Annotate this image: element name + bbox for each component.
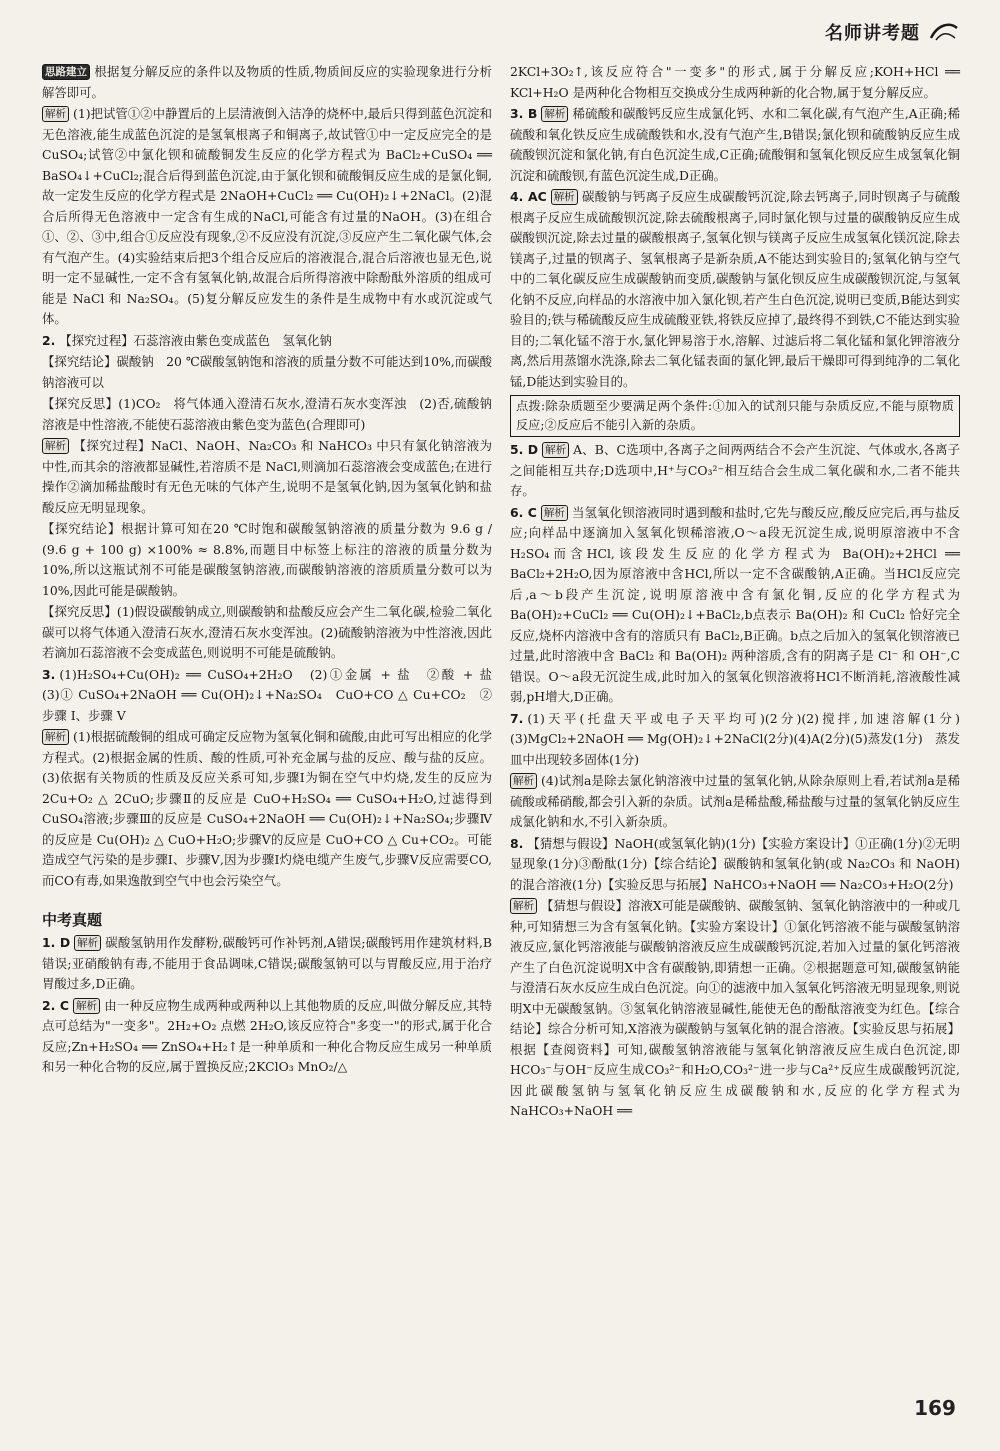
left-column [42,62,505,1411]
question-number: 2. [42,332,56,348]
paragraph-text: 【猜想与假设】溶液X可能是碳酸钠、碳酸氢钠、氢氧化钠溶液中的一种或几种,可知猜想三为含有氢氧化钠。【实验方案设计】①氯化钙溶液不能与碳酸氢钠溶液反应,氯化钙溶液能与碳酸钠溶液反应生成碳酸钙沉淀,若加入过量的氯化钙溶液产生了白色沉淀说明X中含有碳酸钠,即猜想一正确。②根据题意可知,碳酸氢钠能与澄清石灰水反应生成白色沉淀。向①的滤液中加入氢氧化钙溶液无明显现象,则说明X中无碳酸氢钠。③氢氧化钠溶液显碱性,能使无色的酚酞溶液变为红色。【综合结论】综合分析可知,X溶液为碳酸钠与氢氧化钠的混合溶液。【实验反思与拓展】根据【查阅资料】可知,碳酸氢钠溶液能与氢氧化钠溶液反应生成白色沉淀,即HCO₃⁻与OH⁻反应生成CO₃²⁻和H₂O,CO₃²⁻进一步与Ca²⁺反应生成碳酸钙沉淀,因此碳酸氢钠与氢氧化钠反应生成碳酸钠和水,反应的化学方程式为 NaHCO₃+NaOH ══ [510,898,961,1118]
question-number: 7. [510,710,524,726]
paragraph-text: 碳酸氢钠用作发酵粉,碳酸钙可作补钙剂,A错误;碳酸钙用作建筑材料,B错误;亚硝酸钠有毒,不能用于食品调味,C错误;碳酸氢钠可以与胃酸反应,用于治疗胃酸过多,D正确。 [42,935,492,991]
paragraph-text: (1)根据硫酸铜的组成可确定反应物为氢氧化铜和硫酸,由此可写出相应的化学方程式。(2)根据金属的性质、酸的性质,可补充金属与盐的反应、酸与盐的反应。(3)依据有关物质的性质及反应关系可知,步骤Ⅰ为铜在空气中灼烧,发生的反应为 2Cu+O₂ △ 2CuO;步骤Ⅱ的反应是 CuO+H₂SO₄ ══ CuSO₄+H₂O,过滤得到CuSO₄溶液;步骤Ⅲ的反应是 CuSO₄+2NaOH ══ Cu(OH)₂↓+Na₂SO₄;步骤Ⅳ的反应是 Cu(OH)₂ △ CuO+H₂O;步骤Ⅴ的反应是 CuO+CO △ Cu+CO₂。可能造成空气污染的是步骤Ⅰ、步骤Ⅴ,因为步骤Ⅰ灼烧电缆产生废气,步骤Ⅴ反应需要CO,而CO有毒,如果逸散到空气中也会污染空气。 [42,729,492,888]
paragraph [42,62,492,103]
paragraph-text: 2KCl+3O₂↑,该反应符合"一变多"的形式,属于分解反应;KOH+HCl ══ KCl+H₂O 是两种化合物相互交换成分生成两种新的化合物,属于复分解反应。 [510,64,960,100]
paragraph [42,104,492,330]
section-title: 中考真题 [42,911,103,929]
paragraph [42,727,492,891]
paragraph [510,503,960,708]
label-tag: 解析 [42,106,69,122]
tip-box: 点拨:除杂质题至少要满足两个条件:①加入的试剂只能与杂质反应,不能与原物质反应;②反应后不能引入新的杂质。 [510,395,960,437]
paragraph-text: 【探究反思】(1)假设碳酸钠成立,则碳酸钠和盐酸反应会产生二氧化碳,检验二氧化碳可以将气体通入澄清石灰水,澄清石灰水变浑浊。(2)硫酸钠溶液为中性溶液,因此若滴加石蕊溶液不会变成蓝色,则说明不可能是硫酸钠。 [42,604,492,660]
question-number: 1. D [42,935,71,950]
paragraph-text: 当氢氧化钡溶液同时遇到酸和盐时,它先与酸反应,酸反应完后,再与盐反应;向样品中逐滴加入氢氧化钡稀溶液,O～a段无沉淀生成,说明原溶液中不含H₂SO₄而含HCl,该段发生反应的化学方程式为 Ba(OH)₂+2HCl ══ BaCl₂+2H₂O,因为原溶液中含HCl,所以一定不含碳酸钠,A正确。当HCl反应完后,a～b段产生沉淀,说明原溶液中含有氯化铜,反应的化学方程式为 Ba(OH)₂+CuCl₂ ══ Cu(OH)₂↓+BaCl₂,b点表示 Ba(OH)₂ 和 CuCl₂ 恰好完全反应,烧杯内溶液中含有的溶质只有 BaCl₂,B正确。b点之后加入的氢氧化钡溶液已过量,此时溶液中含 BaCl₂ 和 Ba(OH)₂ 两种溶质,含有的阴离子是 Cl⁻ 和 OH⁻,C错误。O～a段无沉淀生成,此时加入的氢氧化钡溶液将HCl不断消耗,溶液酸性减弱,pH增大,D正确。 [510,504,960,704]
label-tag: 解析 [42,438,69,454]
paragraph [42,933,492,995]
question-number: 2. C [42,997,69,1013]
paragraph [510,896,960,1122]
question-number: 4. AC [510,189,547,204]
page-header [560,10,960,54]
label-tag: 解析 [541,505,568,521]
paragraph [510,709,960,771]
paragraph [42,602,492,664]
paragraph-text: 碳酸钠与钙离子反应生成碳酸钙沉淀,除去钙离子,同时钡离子与硫酸根离子反应生成硫酸钡沉淀,除去硫酸根离子,同时氯化钡与过量的碳酸钠反应生成碳酸钡沉淀,除去过量的碳酸根离子,氢氧化钡与镁离子反应生成氢氧化镁沉淀,除去镁离子,过量的钡离子、氢氧根离子是新杂质,A不能达到实验目的;氢氧化钠与空气中的二氧化碳反应生成碳酸钠而变质,碳酸钠与氯化钡反应生成碳酸钡沉淀,与氢氧化钠不反应,向样品的水溶液中加入氯化钡,若产生白色沉淀,说明已变质,B能达到实验目的;铁与稀硫酸反应生成硫酸亚铁,将铁反应掉了,最终得不到铁,C不能达到实验目的;二氧化锰不溶于水,氯化钾易溶于水,溶解、过滤后将二氧化锰和氯化钾溶液分离,然后用蒸馏水洗涤,除去二氧化锰表面的氯化钾,最后干燥即可得到纯净的二氧化锰,D能达到实验目的。 [510,189,960,389]
paragraph-text: (1)H₂SO₄+Cu(OH)₂ ══ CuSO₄+2H₂O (2)①金属 + 盐 ②酸 + 盐 (3)① CuSO₄+2NaOH ══ Cu(OH)₂↓+Na₂SO₄ CuO+CO △ Cu+CO₂ ②步骤 Ⅰ、步骤 Ⅴ [42,666,505,723]
paragraph-text: 根据复分解反应的条件以及物质的性质,物质间反应的实验现象进行分析解答即可。 [42,64,492,100]
paragraph-text: 稀硫酸和碳酸钙反应生成氯化钙、水和二氧化碳,有气泡产生,A正确;稀硫酸和氧化铁反应生成硫酸铁和水,没有气泡产生,B错误;氯化钡和硫酸钠反应生成硫酸钡沉淀和氯化钠,有白色沉淀生成,C正确;硫酸铜和氢氧化钡反应生成氢氧化铜沉淀和硫酸钡,有蓝色沉淀生成,D正确。 [510,106,961,183]
paragraph [42,519,492,601]
paragraph-text: 【猜想与假设】NaOH(或氢氧化钠)(1分)【实验方案设计】①正确(1分)②无明显现象(1分)③酚酞(1分)【综合结论】碳酸钠和氢氧化钠(或 Na₂CO₃ 和 NaOH)的混合溶液(1分)【实验反思与拓展】NaHCO₃+NaOH ══ Na₂CO₃+H₂O(2分) [510,835,960,892]
paragraph [510,104,960,186]
paragraph [42,436,492,518]
question-number: 3. B [510,106,538,121]
question-number: 8. [510,835,524,851]
label-tag: 解析 [542,442,569,458]
question-number: 3. [42,666,56,682]
paragraph [42,352,492,393]
paragraph-text: 【探究反思】(1)CO₂ 将气体通入澄清石灰水,澄清石灰水变浑浊 (2)否,硫酸钠溶液是中性溶液,不能使石蕊溶液由紫色变为蓝色(合理即可) [42,396,492,432]
paragraph [42,665,505,727]
paragraph-text: A、B、C选项中,各离子之间两两结合不会产生沉淀、气体或水,各离子之间能相互共存;D选项中,H⁺与CO₃²⁻相互结合会生成二氧化碳和水,二者不能共存。 [510,442,960,498]
paragraph [510,771,960,833]
paragraph-text: 【探究过程】石蕊溶液由紫色变成蓝色 氢氧化钠 [59,332,332,348]
paragraph-text: 由一种反应物生成两种或两种以上其他物质的反应,叫做分解反应,其特点可总结为"一变多"。2H₂+O₂ 点燃 2H₂O,该反应符合"多变一"的形式,属于化合反应;Zn+H₂SO₄ ══ ZnSO₄+H₂↑是一种单质和一种化合物反应生成另一种单质和另一种化合物的反应,属于置换反应;2KClO₃ MnO₂/△ [42,997,492,1074]
paragraph-text: 【探究过程】NaCl、NaOH、Na₂CO₃ 和 NaHCO₃ 中只有氯化钠溶液为中性,而其余的溶液都显碱性,若溶质不是 NaCl,则滴加石蕊溶液会变成蓝色;在进行操作②滴加稀盐酸时有无色无味的气体产生,说明不是氢氧化钠,因为氢氧化钠和盐酸反应无明显现象。 [42,438,492,515]
paragraph-text: 【探究结论】根据计算可知在20 ℃时饱和碳酸氢钠溶液的质量分数为 9.6 g / (9.6 g + 100 g) ×100% ≈ 8.8%,而题目中标签上标注的溶液的质量分数为10%,所以这瓶试剂不可能是碳酸氢钠溶液,而碳酸钠溶液的溶质质量分数可以为10%,因此可能是碳酸钠。 [42,521,492,598]
paragraph-text: (1)天平(托盘天平或电子天平均可)(2分)(2)搅拌,加速溶解(1分)(3)MgCl₂+2NaOH ══ Mg(OH)₂↓+2NaCl(2分)(4)A(2分)(5)蒸发(1分) 蒸发皿中出现较多固体(1分) [510,710,960,767]
paragraph-text: (1)把试管①②中静置后的上层清液倒入洁净的烧杯中,最后只得到蓝色沉淀和无色溶液,能生成蓝色沉淀的是氢氧根离子和铜离子,故试管①中一定反应完全的是CuSO₄;试管②中氯化钡和硫酸铜发生反应的化学方程式为 BaCl₂+CuSO₄ ══ BaSO₄↓+CuCl₂;混合后得到蓝色沉淀,由于氯化钡和硫酸铜反应生成的是氯化铜,故一定发生反应的化学方程式是 2NaOH+CuCl₂ ══ Cu(OH)₂↓+2NaCl。(2)混合后所得无色溶液中一定含有生成的NaCl,可能含有过量的NaOH。(3)在组合①、②、③中,组合①反应没有现象,②不反应没有沉淀,③反应产生二氧化碳气体,会有气泡产生。(4)实验结束后把3个组合反应后的溶液混合,混合后溶液也显无色,说明一定不显碱性,一定不含有氢氧化钠,故混合后所得溶液中除酚酞外溶质的组成可能是 NaCl 和 Na₂SO₄。(5)复分解反应发生的条件是生成物中有水或沉淀或气体。 [42,106,492,326]
paragraph-text: 【探究结论】碳酸钠 20 ℃碳酸氢钠饱和溶液的质量分数不可能达到10%,而碳酸钠溶液可以 [42,354,492,390]
paragraph [510,62,960,103]
label-tag: 解析 [74,935,101,951]
label-tag: 解析 [42,729,69,745]
brush-logo-icon [928,20,960,44]
header-brand: 名师讲考题 [825,23,920,44]
right-column [510,62,960,1411]
label-tag: 解析 [510,898,537,914]
label-tag: 解析 [73,998,100,1014]
label-tag: 解析 [551,189,578,205]
paragraph [510,187,960,392]
paragraph-text: (4)试剂a是除去氯化钠溶液中过量的氢氧化钠,从除杂原则上看,若试剂a是稀硫酸或稀硝酸,都会引入新的杂质。试剂a是稀盐酸,稀盐酸与过量的氢氧化钠反应生成氯化钠和水,不引入新杂质。 [510,773,960,829]
label-tag: 解析 [510,773,537,789]
question-number: 5. D [510,442,539,457]
paragraph [42,331,492,352]
label-tag: 解析 [541,106,568,122]
paragraph [510,440,960,502]
question-number: 6. C [510,504,537,520]
paragraph [42,394,492,435]
label-tag: 思路建立 [42,64,90,80]
page-number: 169 [914,1396,956,1420]
paragraph [510,834,960,896]
paragraph [42,996,492,1078]
